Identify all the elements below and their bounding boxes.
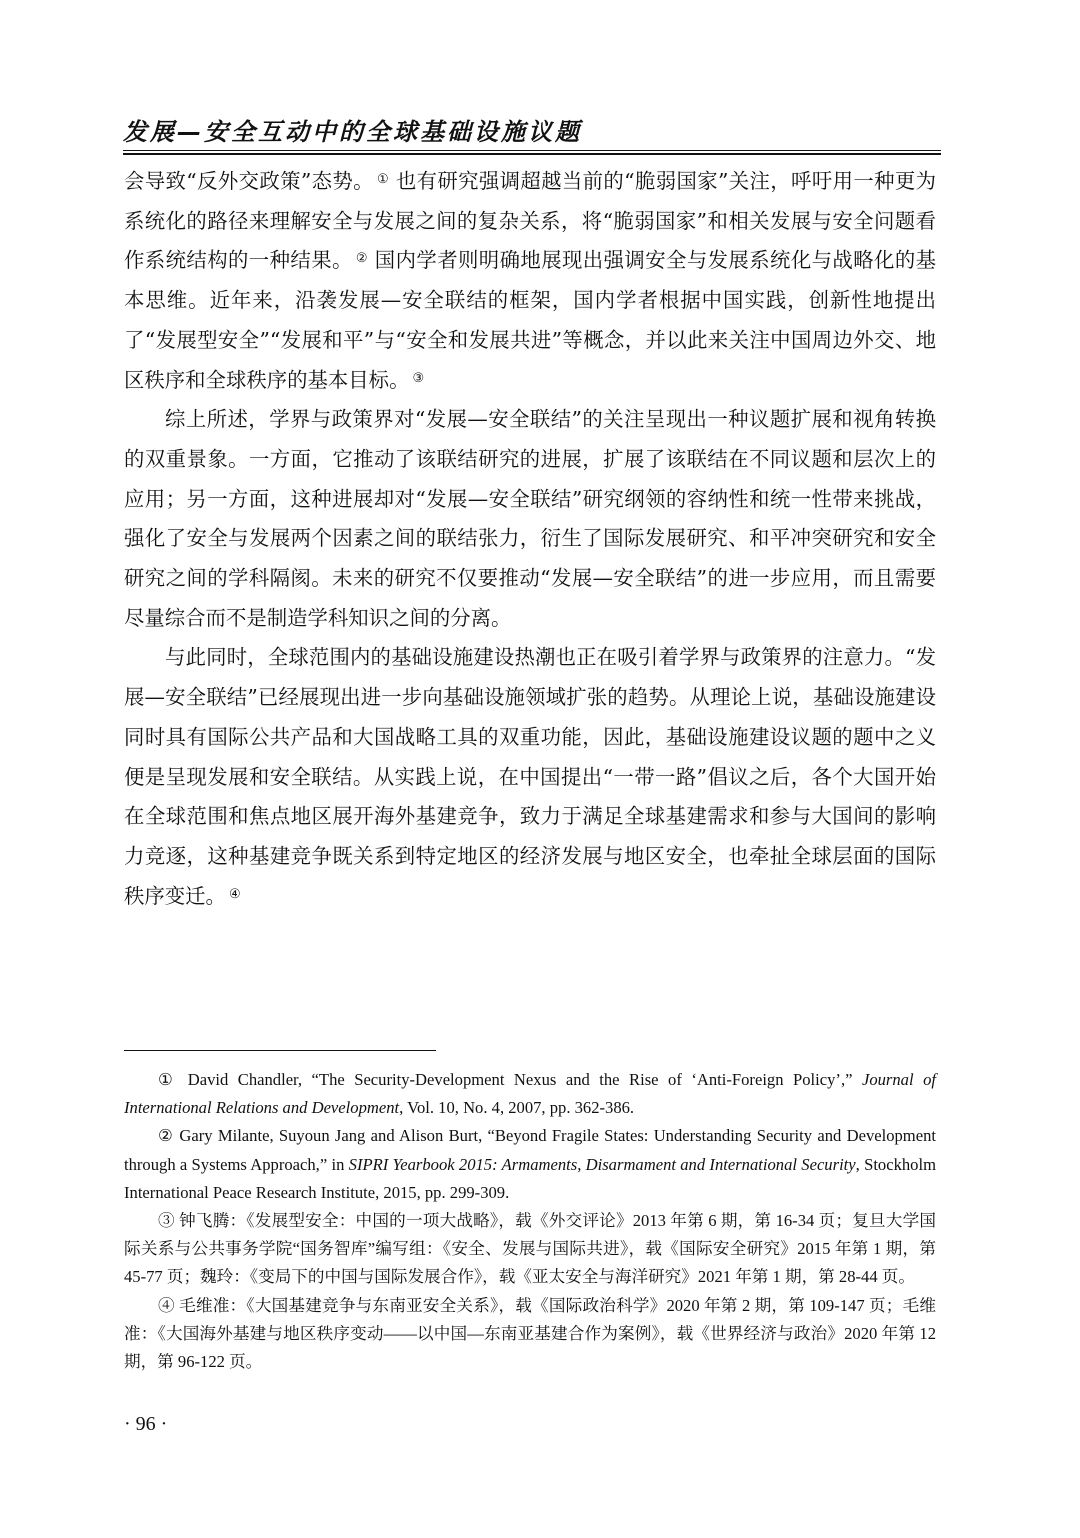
footnote-marker: ③ <box>412 370 425 386</box>
page-number: · 96 · <box>124 1413 168 1435</box>
body-paragraph-1 <box>124 162 936 400</box>
text-run: 国内学者则明确地展现出强调安全与发展系统化与战略化的基本思维。近年来，沿袭发展—安全联结的框架，国内学者根据中国实践，创新性地提出了“发展型安全”“发展和平”与“安全和发展共进”等概念，并以此来关注中国周边外交、地区秩序和全球秩序的基本目标。 <box>124 248 937 392</box>
footnote-marker: ① <box>376 172 389 187</box>
footnote-2 <box>124 1122 936 1207</box>
text-run: ① David Chandler, “The Security-Development Nexus and the Rise of ‘Anti-Foreign Policy’,” <box>158 1070 862 1089</box>
text-run: ② Gary Milante, Suyoun Jang and Alison Burt, “Beyond Fragile States: Understanding Security and Development through a Systems Approach,” in <box>124 1126 936 1174</box>
footnote-1 <box>124 1066 936 1122</box>
footnote-4 <box>124 1292 936 1377</box>
footnote-marker: ② <box>355 251 368 267</box>
body-paragraph-2 <box>124 400 936 638</box>
running-header: 发展—安全互动中的全球基础设施议题 <box>123 118 582 146</box>
text-run: , Vol. 10, No. 4, 2007, pp. 362-386. <box>399 1098 635 1118</box>
text-run: ④ 毛维准：《大国基建竞争与东南亚安全关系》，载《国际政治科学》2020 年第 2 期，第 109-147 页；毛维准：《大国海外基建与地区秩序变动——以中国—东南亚基建合作为案例》，载《世界经济与政治》2020 年第 12 期，第 96-122 页。 <box>124 1295 936 1372</box>
italic-title: Journal of International Relations and Development <box>124 1070 936 1118</box>
footnotes <box>124 1066 936 1376</box>
text-run: ③ 钟飞腾：《发展型安全：中国的一项大战略》，载《外交评论》2013 年第 6 期，第 16-34 页；复旦大学国际关系与公共事务学院“国务智库”编写组：《安全、发展与国际共进》，载《国际安全研究》2015 年第 1 期，第 45-77 页；魏玲：《变局下的中国与国际发展合作》，载《亚太安全与海洋研究》2021 年第 1 期，第 28-44 页。 <box>124 1211 936 1287</box>
text-run: 综上所述，学界与政策界对“发展—安全联结”的关注呈现出一种议题扩展和视角转换的双重景象。一方面，它推动了该联结研究的进展，扩展了该联结在不同议题和层次上的应用；另一方面，这种进展却对“发展—安全联结”研究纲领的容纳性和统一性带来挑战，强化了安全与发展两个因素之间的联结张力，衍生了国际发展研究、和平冲突研究和安全研究之间的学科隔阂。未来的研究不仅要推动“发展—安全联结”的进一步应用，而且需要尽量综合而不是制造学科知识之间的分离。 <box>124 407 936 630</box>
text-run: , Stockholm International Peace Research Institute, 2015, pp. 299-309. <box>124 1154 936 1202</box>
main-text <box>124 162 936 916</box>
text-run: 也有研究强调超越当前的“脆弱国家”关注，呼吁用一种更为系统化的路径来理解安全与发展之间的复杂关系，将“脆弱国家”和相关发展与安全问题看作系统结构的一种结果。 <box>124 169 937 273</box>
footnote-marker: ④ <box>228 886 241 902</box>
italic-title: SIPRI Yearbook 2015: Armaments, Disarmament and International Security <box>348 1154 856 1174</box>
footnote-3 <box>124 1207 936 1292</box>
header-rule-thick <box>123 153 941 155</box>
body-paragraph-3 <box>124 638 936 916</box>
text-run: 与此同时，全球范围内的基础设施建设热潮也正在吸引着学界与政策界的注意力。“发展—安全联结”已经展现出进一步向基础设施领域扩张的趋势。从理论上说，基础设施建设同时具有国际公共产品和大国战略工具的双重功能，因此，基础设施建设议题的题中之义便是呈现发展和安全联结。从实践上说，在中国提出“一带一路”倡议之后，各个大国开始在全球范围和焦点地区展开海外基建竞争，致力于满足全球基建需求和参与大国间的影响力竞逐，这种基建竞争既关系到特定地区的经济发展与地区安全，也牵扯全球层面的国际秩序变迁。 <box>124 645 936 908</box>
text-run: 会导致“反外交政策”态势。 <box>124 169 374 193</box>
footnote-separator <box>124 1050 436 1051</box>
header-rule-thin <box>123 150 941 151</box>
